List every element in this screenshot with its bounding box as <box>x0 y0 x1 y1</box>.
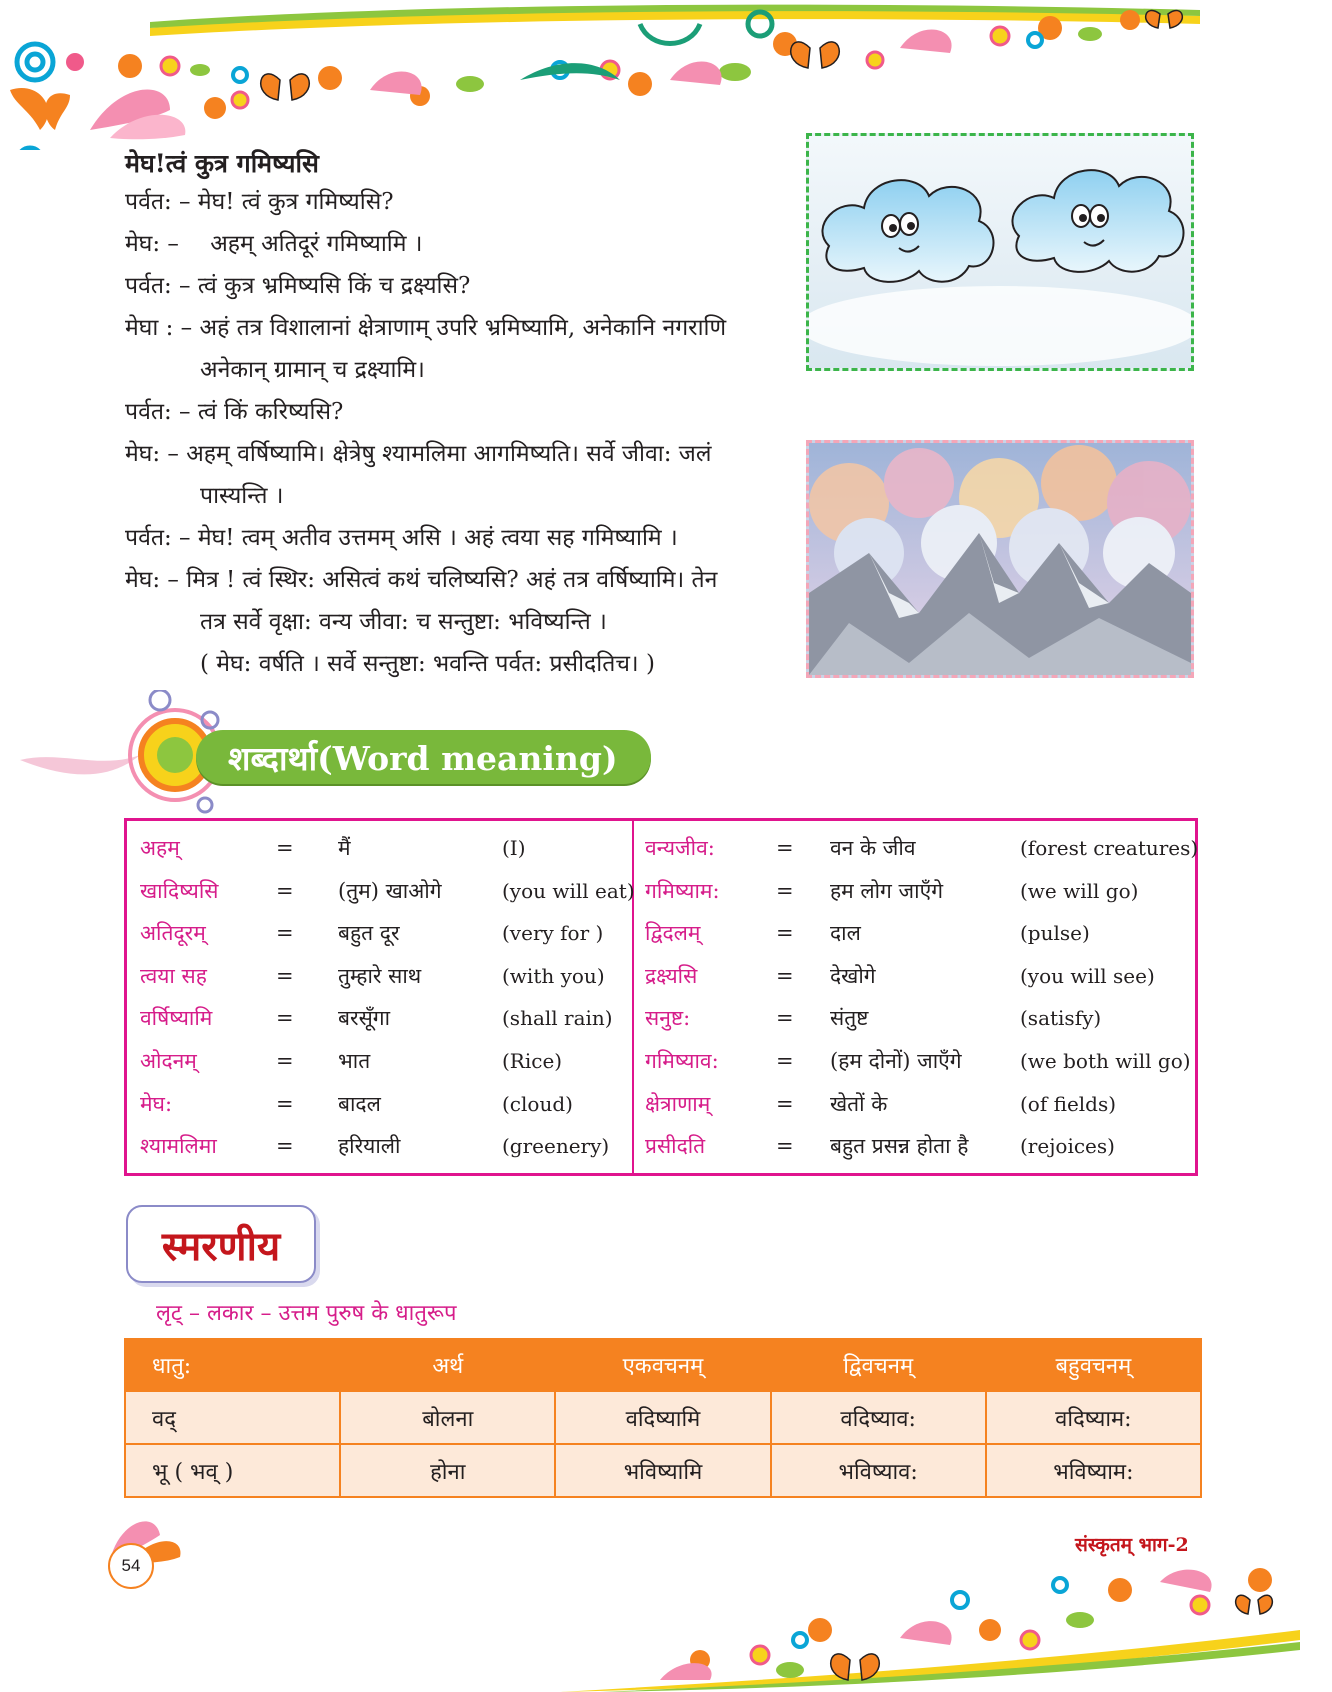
word-meaning-heading: शब्दार्था(Word meaning) <box>196 730 651 784</box>
dialogue-line <box>125 313 726 343</box>
sanskrit-word: ओदनम् <box>140 1049 197 1073</box>
sanskrit-word: सनुष्ट: <box>645 1006 691 1031</box>
english-meaning: (rejoices) <box>1020 1134 1115 1159</box>
sanskrit-word: खादिष्यसि <box>140 878 219 903</box>
sanskrit-word: मेघ: <box>140 1091 173 1116</box>
hindi-meaning: बहुत दूर <box>338 921 400 946</box>
speaker: मेघा : – <box>125 315 193 341</box>
speaker: पर्वत: – <box>125 273 191 299</box>
table-cell: होना <box>340 1444 555 1497</box>
line-text: अहम् वर्षिष्यामि। क्षेत्रेषु श्यामलिमा आगमिष्यति। सर्वे जीवा: जलं <box>186 441 712 467</box>
speaker: पर्वत: – <box>125 525 191 551</box>
dialogue-line <box>125 229 423 259</box>
equals-sign: = <box>276 878 294 903</box>
mountains-illustration <box>806 440 1194 678</box>
equals-sign: = <box>776 963 794 988</box>
equals-sign: = <box>276 1006 294 1031</box>
hindi-meaning: खेतों के <box>830 1091 888 1116</box>
english-meaning: (you will see) <box>1020 963 1155 988</box>
english-meaning: (cloud) <box>502 1091 573 1116</box>
conjugation-table <box>124 1338 1202 1498</box>
hindi-meaning: देखोगे <box>830 963 876 988</box>
sanskrit-word: क्षेत्राणाम् <box>645 1091 711 1116</box>
line-text: मेघ! त्वम् अतीव उत्तमम् असि । अहं त्वया सह गमिष्यामि । <box>197 525 678 551</box>
english-meaning: (pulse) <box>1020 921 1090 946</box>
sanskrit-word: अतिदूरम् <box>140 921 206 946</box>
table-header-row <box>125 1339 1201 1391</box>
table-cell: भविष्यामि <box>555 1444 770 1497</box>
english-meaning: (Rice) <box>502 1049 563 1073</box>
dialogue-line-continued: पास्यन्ति । <box>200 483 284 509</box>
dialogue-line <box>125 271 470 301</box>
hindi-meaning: बादल <box>338 1091 381 1116</box>
table-cell: वदिष्याव: <box>771 1391 986 1444</box>
english-meaning: (I) <box>502 836 526 860</box>
english-meaning: (satisfy) <box>1020 1006 1102 1031</box>
hindi-meaning: हरियाली <box>338 1134 401 1159</box>
decorative-bottom-border <box>560 1560 1332 1692</box>
equals-sign: = <box>776 836 794 860</box>
column-header: एकवचनम् <box>555 1339 770 1391</box>
table-cell: वदिष्यामि <box>555 1391 770 1444</box>
decorative-top-border <box>0 0 1332 150</box>
clouds-illustration <box>806 133 1194 371</box>
sanskrit-word: द्विदलम् <box>645 921 701 946</box>
line-text: मित्र ! त्वं स्थिर: असित्वं कथं चलिष्यसि? अहं तत्र वर्षिष्यामि। तेन <box>186 567 718 593</box>
dialogue-title: मेघ!त्वं कुत्र गमिष्यसि <box>125 149 319 178</box>
equals-sign: = <box>776 1049 794 1073</box>
equals-sign: = <box>276 1134 294 1159</box>
table-cell: बोलना <box>340 1391 555 1444</box>
equals-sign: = <box>776 1091 794 1116</box>
line-text: त्वं किं करिष्यसि? <box>197 399 344 425</box>
table-cell: भविष्याम: <box>986 1444 1201 1497</box>
speaker: मेघ: – <box>125 567 179 593</box>
line-text: त्वं कुत्र भ्रमिष्यसि किं च द्रक्ष्यसि? <box>197 273 471 299</box>
hindi-meaning: भात <box>338 1049 371 1073</box>
column-header: द्विवचनम् <box>771 1339 986 1391</box>
dialogue-line <box>125 523 678 553</box>
english-meaning: (greenery) <box>502 1134 610 1159</box>
book-name: संस्कृतम् भाग-2 <box>1075 1534 1189 1556</box>
dialogue-line <box>125 397 343 427</box>
hindi-meaning: मैं <box>338 836 351 860</box>
table-cell: भू ( भव् ) <box>125 1444 340 1497</box>
speaker: पर्वत: – <box>125 189 191 215</box>
sanskrit-word: गमिष्याव: <box>645 1049 719 1073</box>
english-meaning: (you will eat) <box>502 878 635 903</box>
dialogue-line <box>125 565 717 595</box>
hindi-meaning: (हम दोनों) जाएँगे <box>830 1049 962 1073</box>
dialogue-line-continued: तत्र सर्वे वृक्षा: वन्य जीवा: च सन्तुष्टा: भविष्यन्ति । <box>200 609 607 635</box>
english-meaning: (shall rain) <box>502 1006 613 1031</box>
sanskrit-word: त्वया सह <box>140 963 207 988</box>
equals-sign: = <box>776 1006 794 1031</box>
hindi-meaning: हम लोग जाएँगे <box>830 878 944 903</box>
hindi-meaning: बहुत प्रसन्न होता है <box>830 1134 969 1159</box>
sanskrit-word: श्यामलिमा <box>140 1134 217 1159</box>
line-text: मेघ! त्वं कुत्र गमिष्यसि? <box>197 189 394 215</box>
dialogue-line-continued: अनेकान् ग्रामान् च द्रक्ष्यामि। <box>200 357 425 383</box>
equals-sign: = <box>276 963 294 988</box>
sanskrit-word: प्रसीदति <box>645 1134 706 1159</box>
hindi-meaning: वन के जीव <box>830 836 916 860</box>
table-row <box>125 1391 1201 1444</box>
english-meaning: (forest creatures) <box>1020 836 1199 860</box>
equals-sign: = <box>776 1134 794 1159</box>
line-text: अहम् अतिदूरं गमिष्यामि । <box>210 231 423 257</box>
table-cell: वदिष्याम: <box>986 1391 1201 1444</box>
dialogue-line <box>125 187 394 217</box>
english-meaning: (of fields) <box>1020 1091 1117 1116</box>
speaker: मेघ: – <box>125 231 179 257</box>
sanskrit-word: अहम् <box>140 836 180 860</box>
english-meaning: (very for ) <box>502 921 604 946</box>
smaraniya-heading: स्मरणीय <box>126 1205 316 1283</box>
sanskrit-word: गमिष्याम: <box>645 878 720 903</box>
column-header: धातु: <box>125 1339 340 1391</box>
stage-direction: ( मेघ: वर्षति । सर्वे सन्तुष्टा: भवन्ति पर्वत: प्रसीदतिच। ) <box>200 651 655 677</box>
sanskrit-word: द्रक्ष्यसि <box>645 963 698 988</box>
sanskrit-word: वन्यजीव: <box>645 836 715 860</box>
table-cell: भविष्याव: <box>771 1444 986 1497</box>
hindi-meaning: दाल <box>830 921 861 946</box>
equals-sign: = <box>276 921 294 946</box>
english-meaning: (we will go) <box>1020 878 1139 903</box>
flower-ornament <box>20 690 220 820</box>
english-meaning: (with you) <box>502 963 605 988</box>
smaraniya-subtitle: लृट् – लकार – उत्तम पुरुष के धातुरूप <box>156 1301 457 1326</box>
column-header: बहुवचनम् <box>986 1339 1201 1391</box>
hindi-meaning: बरसूँगा <box>338 1006 391 1031</box>
table-cell: वद् <box>125 1391 340 1444</box>
line-text: अहं तत्र विशालानां क्षेत्राणाम् उपरि भ्रमिष्यामि, अनेकानि नगराणि <box>199 315 727 341</box>
speaker: पर्वत: – <box>125 399 191 425</box>
english-meaning: (we both will go) <box>1020 1049 1191 1073</box>
equals-sign: = <box>776 921 794 946</box>
equals-sign: = <box>776 878 794 903</box>
dialogue-line <box>125 439 711 469</box>
hindi-meaning: (तुम) खाओगे <box>338 878 442 903</box>
hindi-meaning: संतुष्ट <box>830 1006 869 1031</box>
hindi-meaning: तुम्हारे साथ <box>338 963 422 988</box>
column-header: अर्थ <box>340 1339 555 1391</box>
table-row <box>125 1444 1201 1497</box>
page-number: 54 <box>108 1543 154 1589</box>
equals-sign: = <box>276 1091 294 1116</box>
sanskrit-word: वर्षिष्यामि <box>140 1006 213 1031</box>
equals-sign: = <box>276 1049 294 1073</box>
speaker: मेघ: – <box>125 441 179 467</box>
equals-sign: = <box>276 836 294 860</box>
